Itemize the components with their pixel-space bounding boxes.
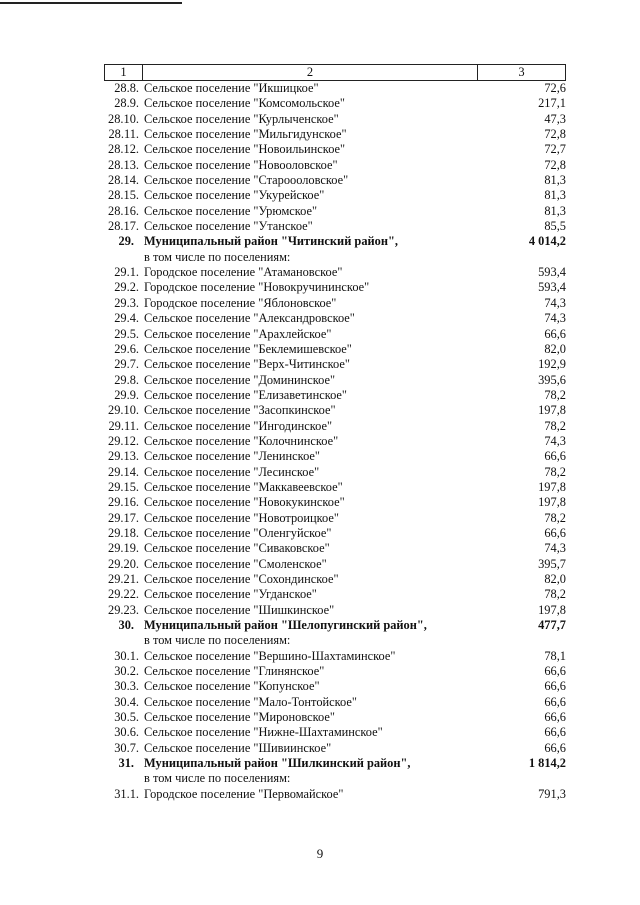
- row-name: Сельское поселение "Урюмское": [144, 203, 318, 218]
- row-number: 29.12.: [108, 433, 139, 448]
- row-value: 72,8: [544, 127, 566, 142]
- row-number: 29.6.: [114, 341, 139, 356]
- row-value: 395,6: [538, 372, 566, 387]
- row-number: 29.1.: [114, 265, 139, 280]
- row-name: Сельское поселение "Колочнинское": [144, 433, 339, 448]
- row-value: 593,4: [538, 265, 566, 280]
- row-number: 30.6.: [114, 725, 139, 740]
- row-name: в том числе по поселениям:: [144, 633, 291, 648]
- row-value: 197,8: [538, 602, 566, 617]
- row-value: 791,3: [538, 786, 566, 801]
- row-value: 82,0: [544, 572, 566, 586]
- row-value: 1 814,2: [528, 756, 566, 771]
- row-number: 28.12.: [108, 142, 139, 157]
- table-row: [104, 557, 566, 572]
- row-value: 66,6: [544, 449, 566, 464]
- row-number: 30.1.: [114, 648, 139, 663]
- row-value: 66,6: [544, 725, 566, 740]
- row-number: 28.8.: [114, 81, 139, 95]
- row-value: [482, 250, 566, 265]
- row-number: 29.15.: [108, 479, 139, 494]
- table-row: [104, 664, 566, 679]
- table-header: [104, 64, 566, 81]
- row-name: Сельское поселение "Комсомольское": [144, 96, 345, 111]
- row-value: 217,1: [538, 96, 566, 111]
- row-value: 395,7: [538, 556, 566, 571]
- row-value: 72,6: [544, 81, 566, 95]
- row-name: Муниципальный район "Читинский район",: [144, 234, 398, 249]
- table-row: [104, 465, 566, 480]
- table-row: [104, 311, 566, 326]
- row-name: Сельское поселение "Глинянское": [144, 664, 325, 679]
- table-row: [104, 695, 566, 710]
- row-number: 30.4.: [114, 694, 139, 709]
- row-value: 81,3: [544, 203, 566, 218]
- row-name: в том числе по поселениям:: [144, 771, 291, 786]
- row-name: Городское поселение "Новокручининское": [144, 280, 370, 295]
- row-name: Сельское поселение "Мильгидунское": [144, 127, 347, 142]
- row-name: Сельское поселение "Ингодинское": [144, 418, 333, 433]
- table-row: [104, 603, 566, 618]
- row-value: 82,0: [544, 341, 566, 356]
- row-number: 29.5.: [114, 326, 139, 341]
- table-row: [104, 403, 566, 418]
- table-row: [104, 787, 566, 802]
- row-number: 29.8.: [114, 372, 139, 387]
- table-row: [104, 265, 566, 280]
- row-name: Сельское поселение "Угданское": [144, 587, 317, 602]
- row-value: 197,8: [538, 495, 566, 510]
- district-row: [104, 618, 566, 633]
- row-name: Сельское поселение "Шишкинское": [144, 602, 335, 617]
- table-row: [104, 495, 566, 510]
- row-name: Сельское поселение "Верх-Читинское": [144, 357, 350, 372]
- page-number: 9: [316, 846, 324, 861]
- row-name: Сельское поселение "Копунское": [144, 679, 320, 694]
- row-name: Муниципальный район "Шилкинский район",: [144, 756, 411, 771]
- table-row: [104, 142, 566, 157]
- table-row: [104, 373, 566, 388]
- row-name: Сельское поселение "Оленгуйское": [144, 525, 332, 540]
- row-value: [482, 771, 566, 786]
- row-value: 47,3: [544, 111, 566, 126]
- row-name: Сельское поселение "Шивиинское": [144, 740, 332, 755]
- row-name: Сельское поселение "Ленинское": [144, 449, 320, 464]
- row-number: 28.10.: [108, 111, 139, 126]
- header-col-2: 2: [143, 65, 478, 80]
- row-number: 30.2.: [114, 664, 139, 679]
- row-value: 74,3: [544, 433, 566, 448]
- row-number: 29.14.: [108, 464, 139, 479]
- table-row: [104, 449, 566, 464]
- row-number: [104, 771, 142, 786]
- row-number: 28.15.: [108, 188, 139, 203]
- row-name: Сельское поселение "Мало-Тонтойское": [144, 694, 357, 709]
- row-name: Сельское поселение "Сиваковское": [144, 541, 330, 556]
- row-number: 29.2.: [114, 280, 139, 295]
- table-row: [104, 434, 566, 449]
- table-row: [104, 572, 566, 587]
- row-number: 29.9.: [114, 387, 139, 402]
- row-name: Сельское поселение "Вершино-Шахтаминское": [144, 648, 396, 663]
- row-value: 4 014,2: [528, 234, 566, 249]
- row-number: 29.3.: [114, 295, 139, 310]
- row-number: 29.23.: [108, 602, 139, 617]
- row-value: 192,9: [538, 357, 566, 372]
- row-number: 29.: [118, 234, 134, 249]
- row-name: Городское поселение "Яблоновское": [144, 295, 337, 310]
- row-value: 78,2: [544, 464, 566, 479]
- row-value: 66,6: [544, 740, 566, 755]
- table-row: [104, 526, 566, 541]
- table-row: [104, 173, 566, 188]
- table-row: [104, 725, 566, 740]
- row-number: [104, 250, 142, 265]
- row-value: 66,6: [544, 664, 566, 679]
- table-row: [104, 679, 566, 694]
- row-name: Городское поселение "Первомайское": [144, 786, 344, 801]
- row-value: 66,6: [544, 525, 566, 540]
- row-number: 30.5.: [114, 710, 139, 725]
- row-name: Сельское поселение "Смоленское": [144, 556, 327, 571]
- table-row: [104, 296, 566, 311]
- row-number: 29.7.: [114, 357, 139, 372]
- row-number: 28.9.: [114, 96, 139, 111]
- row-value: 66,6: [544, 679, 566, 694]
- row-name: Сельское поселение "Новокукинское": [144, 495, 345, 510]
- row-value: 197,8: [538, 479, 566, 494]
- row-number: 29.10.: [108, 403, 139, 418]
- row-value: 66,6: [544, 326, 566, 341]
- table-row: [104, 204, 566, 219]
- row-value: 85,5: [544, 219, 566, 234]
- table-row: [104, 419, 566, 434]
- table-row: [104, 81, 566, 96]
- table-row: [104, 541, 566, 556]
- table-row: [104, 649, 566, 664]
- top-rule: [0, 2, 182, 4]
- table-row: [104, 327, 566, 342]
- row-number: 29.4.: [114, 311, 139, 326]
- row-value: 74,3: [544, 295, 566, 310]
- row-name: Сельское поселение "Новотроицкое": [144, 510, 339, 525]
- row-name: Сельское поселение "Утанское": [144, 219, 313, 234]
- row-value: 66,6: [544, 710, 566, 725]
- table-row: [104, 158, 566, 173]
- table-row: [104, 112, 566, 127]
- table-row: [104, 357, 566, 372]
- row-value: 74,3: [544, 311, 566, 326]
- row-number: 29.17.: [108, 510, 139, 525]
- row-value: 593,4: [538, 280, 566, 295]
- row-value: 72,7: [544, 142, 566, 157]
- row-value: 81,3: [544, 173, 566, 188]
- row-value: 477,7: [538, 618, 566, 633]
- table-row: [104, 188, 566, 203]
- row-number: 28.17.: [108, 219, 139, 234]
- row-value: 78,1: [544, 648, 566, 663]
- row-name: Муниципальный район "Шелопугинский район",: [144, 618, 427, 633]
- table-row: [104, 388, 566, 403]
- table-row: [104, 511, 566, 526]
- row-number: 31.: [118, 756, 134, 771]
- row-name: Сельское поселение "Новоильинское": [144, 142, 346, 157]
- row-number: 30.7.: [114, 740, 139, 755]
- row-value: 78,2: [544, 418, 566, 433]
- table-row: [104, 587, 566, 602]
- row-number: 28.14.: [108, 173, 139, 188]
- table-row: [104, 480, 566, 495]
- row-number: [104, 633, 142, 648]
- header-col-1: 1: [105, 65, 143, 80]
- table-row: [104, 127, 566, 142]
- table-row: [104, 710, 566, 725]
- row-value: 72,8: [544, 157, 566, 172]
- row-number: 29.21.: [108, 572, 139, 586]
- row-value: 74,3: [544, 541, 566, 556]
- table-body: [104, 81, 566, 802]
- row-name: Сельское поселение "Сохондинское": [144, 572, 339, 586]
- row-name: Сельское поселение "Лесинское": [144, 464, 320, 479]
- row-name: Сельское поселение "Курлыченское": [144, 111, 339, 126]
- row-number: 29.13.: [108, 449, 139, 464]
- table-row: [104, 633, 566, 648]
- row-number: 29.18.: [108, 525, 139, 540]
- header-col-3: 3: [518, 65, 525, 79]
- row-number: 30.: [118, 618, 134, 633]
- row-number: 29.11.: [108, 418, 139, 433]
- row-name: Сельское поселение "Укурейское": [144, 188, 325, 203]
- row-number: 28.11.: [108, 127, 139, 142]
- row-value: [482, 633, 566, 648]
- row-number: 29.16.: [108, 495, 139, 510]
- row-value: 78,2: [544, 587, 566, 602]
- row-number: 29.20.: [108, 556, 139, 571]
- row-value: 81,3: [544, 188, 566, 203]
- row-number: 28.16.: [108, 203, 139, 218]
- table-row: [104, 342, 566, 357]
- row-name: Сельское поселение "Икшицкое": [144, 81, 319, 95]
- row-name: Сельское поселение "Арахлейское": [144, 326, 332, 341]
- row-number: 31.1.: [114, 786, 139, 801]
- row-number: 29.22.: [108, 587, 139, 602]
- row-name: Сельское поселение "Домининское": [144, 372, 336, 387]
- table-row: [104, 219, 566, 234]
- row-number: 28.13.: [108, 157, 139, 172]
- row-value: 78,2: [544, 510, 566, 525]
- row-name: Сельское поселение "Беклемишевское": [144, 341, 352, 356]
- row-number: 30.3.: [114, 679, 139, 694]
- row-value: 66,6: [544, 694, 566, 709]
- row-name: Сельское поселение "Елизаветинское": [144, 387, 347, 402]
- row-name: Городское поселение "Атамановское": [144, 265, 343, 280]
- row-name: Сельское поселение "Новооловское": [144, 157, 338, 172]
- row-name: Сельское поселение "Нижне-Шахтаминское": [144, 725, 383, 740]
- row-value: 197,8: [538, 403, 566, 418]
- row-name: Сельское поселение "Мироновское": [144, 710, 335, 725]
- row-number: 29.19.: [108, 541, 139, 556]
- district-row: [104, 756, 566, 771]
- district-row: [104, 234, 566, 249]
- row-name: Сельское поселение "Александровское": [144, 311, 355, 326]
- row-value: 78,2: [544, 387, 566, 402]
- row-name: Сельское поселение "Староооловское": [144, 173, 349, 188]
- table-row: [104, 741, 566, 756]
- table-row: [104, 250, 566, 265]
- table-row: [104, 771, 566, 786]
- table-row: [104, 96, 566, 111]
- row-name: Сельское поселение "Маккавеевское": [144, 479, 343, 494]
- table-row: [104, 280, 566, 295]
- row-name: в том числе по поселениям:: [144, 249, 291, 264]
- row-name: Сельское поселение "Засопкинское": [144, 403, 336, 418]
